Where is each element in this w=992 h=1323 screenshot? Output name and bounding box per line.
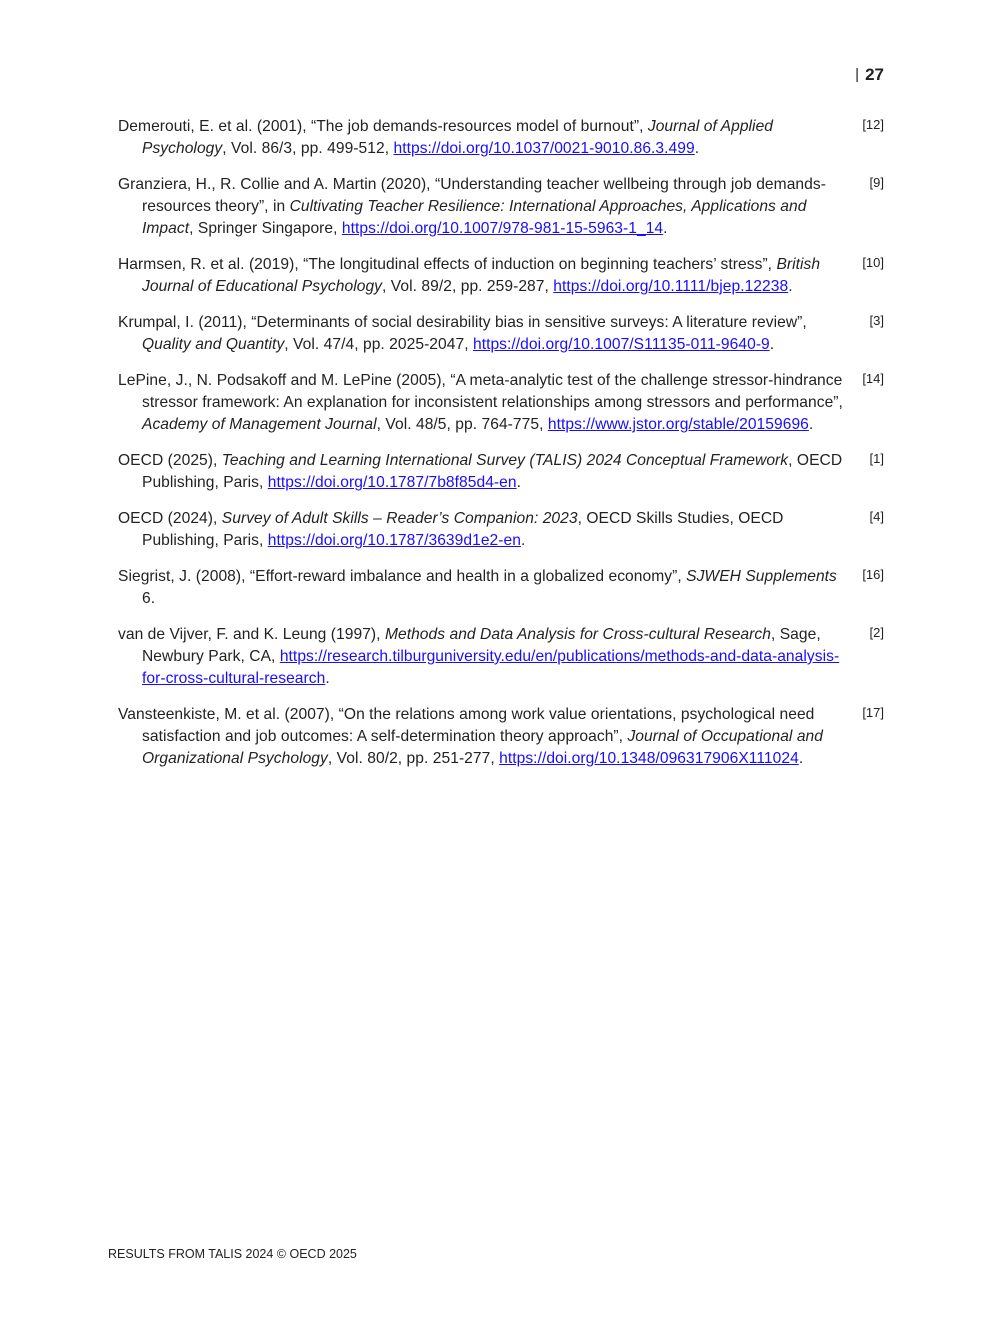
reference-text xyxy=(118,704,854,770)
reference-number: [17] xyxy=(862,705,884,720)
reference-text-segment: OECD (2025), xyxy=(118,452,222,469)
reference-text xyxy=(118,624,854,690)
reference-link[interactable]: https://research.tilburguniversity.edu/en/publications/methods-and-data-analysis-for-cross-cultural-research xyxy=(142,648,840,687)
reference-text-segment: Vansteenkiste, M. et al. (2007), “On the relations among work value orientations, psychological need satisfaction and job outcomes: A self-determination theory approach”, xyxy=(118,706,815,745)
reference-text-segment: 6. xyxy=(142,590,156,607)
reference-item xyxy=(118,508,884,552)
reference-text-segment: , Springer Singapore, xyxy=(189,220,342,237)
reference-text-segment: , Vol. 47/4, pp. 2025-2047, xyxy=(284,336,473,353)
reference-text-segment: . xyxy=(798,750,804,767)
reference-link[interactable]: https://doi.org/10.1787/7b8f85d4-en xyxy=(267,474,517,491)
reference-item xyxy=(118,370,884,436)
reference-list xyxy=(118,116,884,784)
reference-text xyxy=(118,566,854,610)
reference-text xyxy=(118,450,854,494)
reference-text-segment: , Vol. 86/3, pp. 499-512, xyxy=(222,140,394,157)
reference-text-segment: Siegrist, J. (2008), “Effort-reward imbalance and health in a globalized economy”, xyxy=(118,568,687,585)
reference-item xyxy=(118,312,884,356)
reference-text-segment: OECD (2024), xyxy=(118,510,222,527)
reference-text-segment: Granziera, H., R. Collie and A. Martin (2020), “Understanding teacher wellbeing through job demands-resources theory”, in xyxy=(118,176,826,215)
reference-text-segment: . xyxy=(808,416,814,433)
reference-item xyxy=(118,254,884,298)
reference-text xyxy=(118,174,854,240)
reference-text-segment: , OECD Publishing, Paris, xyxy=(142,452,843,491)
reference-source-title: Academy of Management Journal xyxy=(142,416,377,433)
reference-item xyxy=(118,566,884,610)
reference-text-segment: . xyxy=(694,140,700,157)
reference-source-title: Journal of Applied Psychology xyxy=(142,118,774,157)
reference-source-title: Teaching and Learning International Survey (TALIS) 2024 Conceptual Framework xyxy=(221,452,789,469)
page-header xyxy=(855,65,884,85)
reference-item xyxy=(118,116,884,160)
reference-number: [2] xyxy=(869,625,884,640)
reference-link[interactable]: https://doi.org/10.1787/3639d1e2-en xyxy=(267,532,521,549)
reference-text-segment: LePine, J., N. Podsakoff and M. LePine (2005), “A meta-analytic test of the challenge stressor-hindrance stressor framework: An explanation for inconsistent relationships among stressors and performance”, xyxy=(118,372,843,411)
reference-source-title: SJWEH Supplements xyxy=(686,568,837,585)
reference-link[interactable]: https://www.jstor.org/stable/20159696 xyxy=(547,416,809,433)
reference-text xyxy=(118,508,854,552)
reference-text-segment: . xyxy=(325,670,330,687)
reference-text-segment: Demerouti, E. et al. (2001), “The job demands-resources model of burnout”, xyxy=(118,118,648,135)
reference-link[interactable]: https://doi.org/10.1111/bjep.12238 xyxy=(553,278,789,295)
reference-text-segment: , OECD Skills Studies, OECD Publishing, Paris, xyxy=(142,510,784,549)
reference-item xyxy=(118,704,884,770)
reference-number: [10] xyxy=(862,255,884,270)
reference-number: [14] xyxy=(862,371,884,386)
reference-number: [16] xyxy=(862,567,884,582)
reference-link[interactable]: https://doi.org/10.1007/978-981-15-5963-1_14 xyxy=(341,220,664,237)
reference-number: [3] xyxy=(869,313,884,328)
reference-text-segment: , Sage, Newbury Park, CA, xyxy=(142,626,821,665)
reference-text-segment: , Vol. 89/2, pp. 259-287, xyxy=(382,278,554,295)
reference-source-title: Quality and Quantity xyxy=(142,336,285,353)
reference-source-title: Survey of Adult Skills – Reader’s Companion: 2023 xyxy=(221,510,578,527)
reference-text-segment: . xyxy=(788,278,793,295)
reference-text-segment: . xyxy=(769,336,775,353)
page-number: 27 xyxy=(865,65,884,84)
reference-text-segment: Krumpal, I. (2011), “Determinants of social desirability bias in sensitive surveys: A literature review”, xyxy=(118,314,807,331)
reference-number: [1] xyxy=(869,451,884,466)
reference-item xyxy=(118,624,884,690)
reference-number: [12] xyxy=(862,117,884,132)
reference-text xyxy=(118,312,854,356)
page-footer: RESULTS FROM TALIS 2024 © OECD 2025 xyxy=(108,1247,357,1261)
reference-link[interactable]: https://doi.org/10.1037/0021-9010.86.3.499 xyxy=(393,140,695,157)
reference-number: [4] xyxy=(869,509,884,524)
reference-source-title: Journal of Occupational and Organizational Psychology xyxy=(142,728,823,767)
reference-item xyxy=(118,450,884,494)
reference-text-segment: van de Vijver, F. and K. Leung (1997), xyxy=(118,626,385,643)
reference-text-segment: , Vol. 48/5, pp. 764-775, xyxy=(376,416,548,433)
reference-item xyxy=(118,174,884,240)
reference-source-title: Methods and Data Analysis for Cross-cultural Research xyxy=(384,626,771,643)
reference-text-segment: . xyxy=(663,220,668,237)
reference-source-title: Cultivating Teacher Resilience: International Approaches, Applications and Impact xyxy=(142,198,807,237)
reference-link[interactable]: https://doi.org/10.1348/096317906X111024 xyxy=(499,750,799,767)
reference-text-segment: Harmsen, R. et al. (2019), “The longitudinal effects of induction on beginning teachers’ stress”, xyxy=(118,256,777,273)
reference-text-segment: . xyxy=(520,532,526,549)
reference-source-title: British Journal of Educational Psychology xyxy=(142,256,821,295)
reference-text xyxy=(118,116,854,160)
reference-text-segment: . xyxy=(516,474,521,491)
reference-link[interactable]: https://doi.org/10.1007/S11135-011-9640-9 xyxy=(472,336,770,353)
header-separator: | xyxy=(855,66,860,83)
reference-text xyxy=(118,370,854,436)
reference-text-segment: , Vol. 80/2, pp. 251-277, xyxy=(327,750,500,767)
reference-number: [9] xyxy=(869,175,884,190)
reference-text xyxy=(118,254,854,298)
